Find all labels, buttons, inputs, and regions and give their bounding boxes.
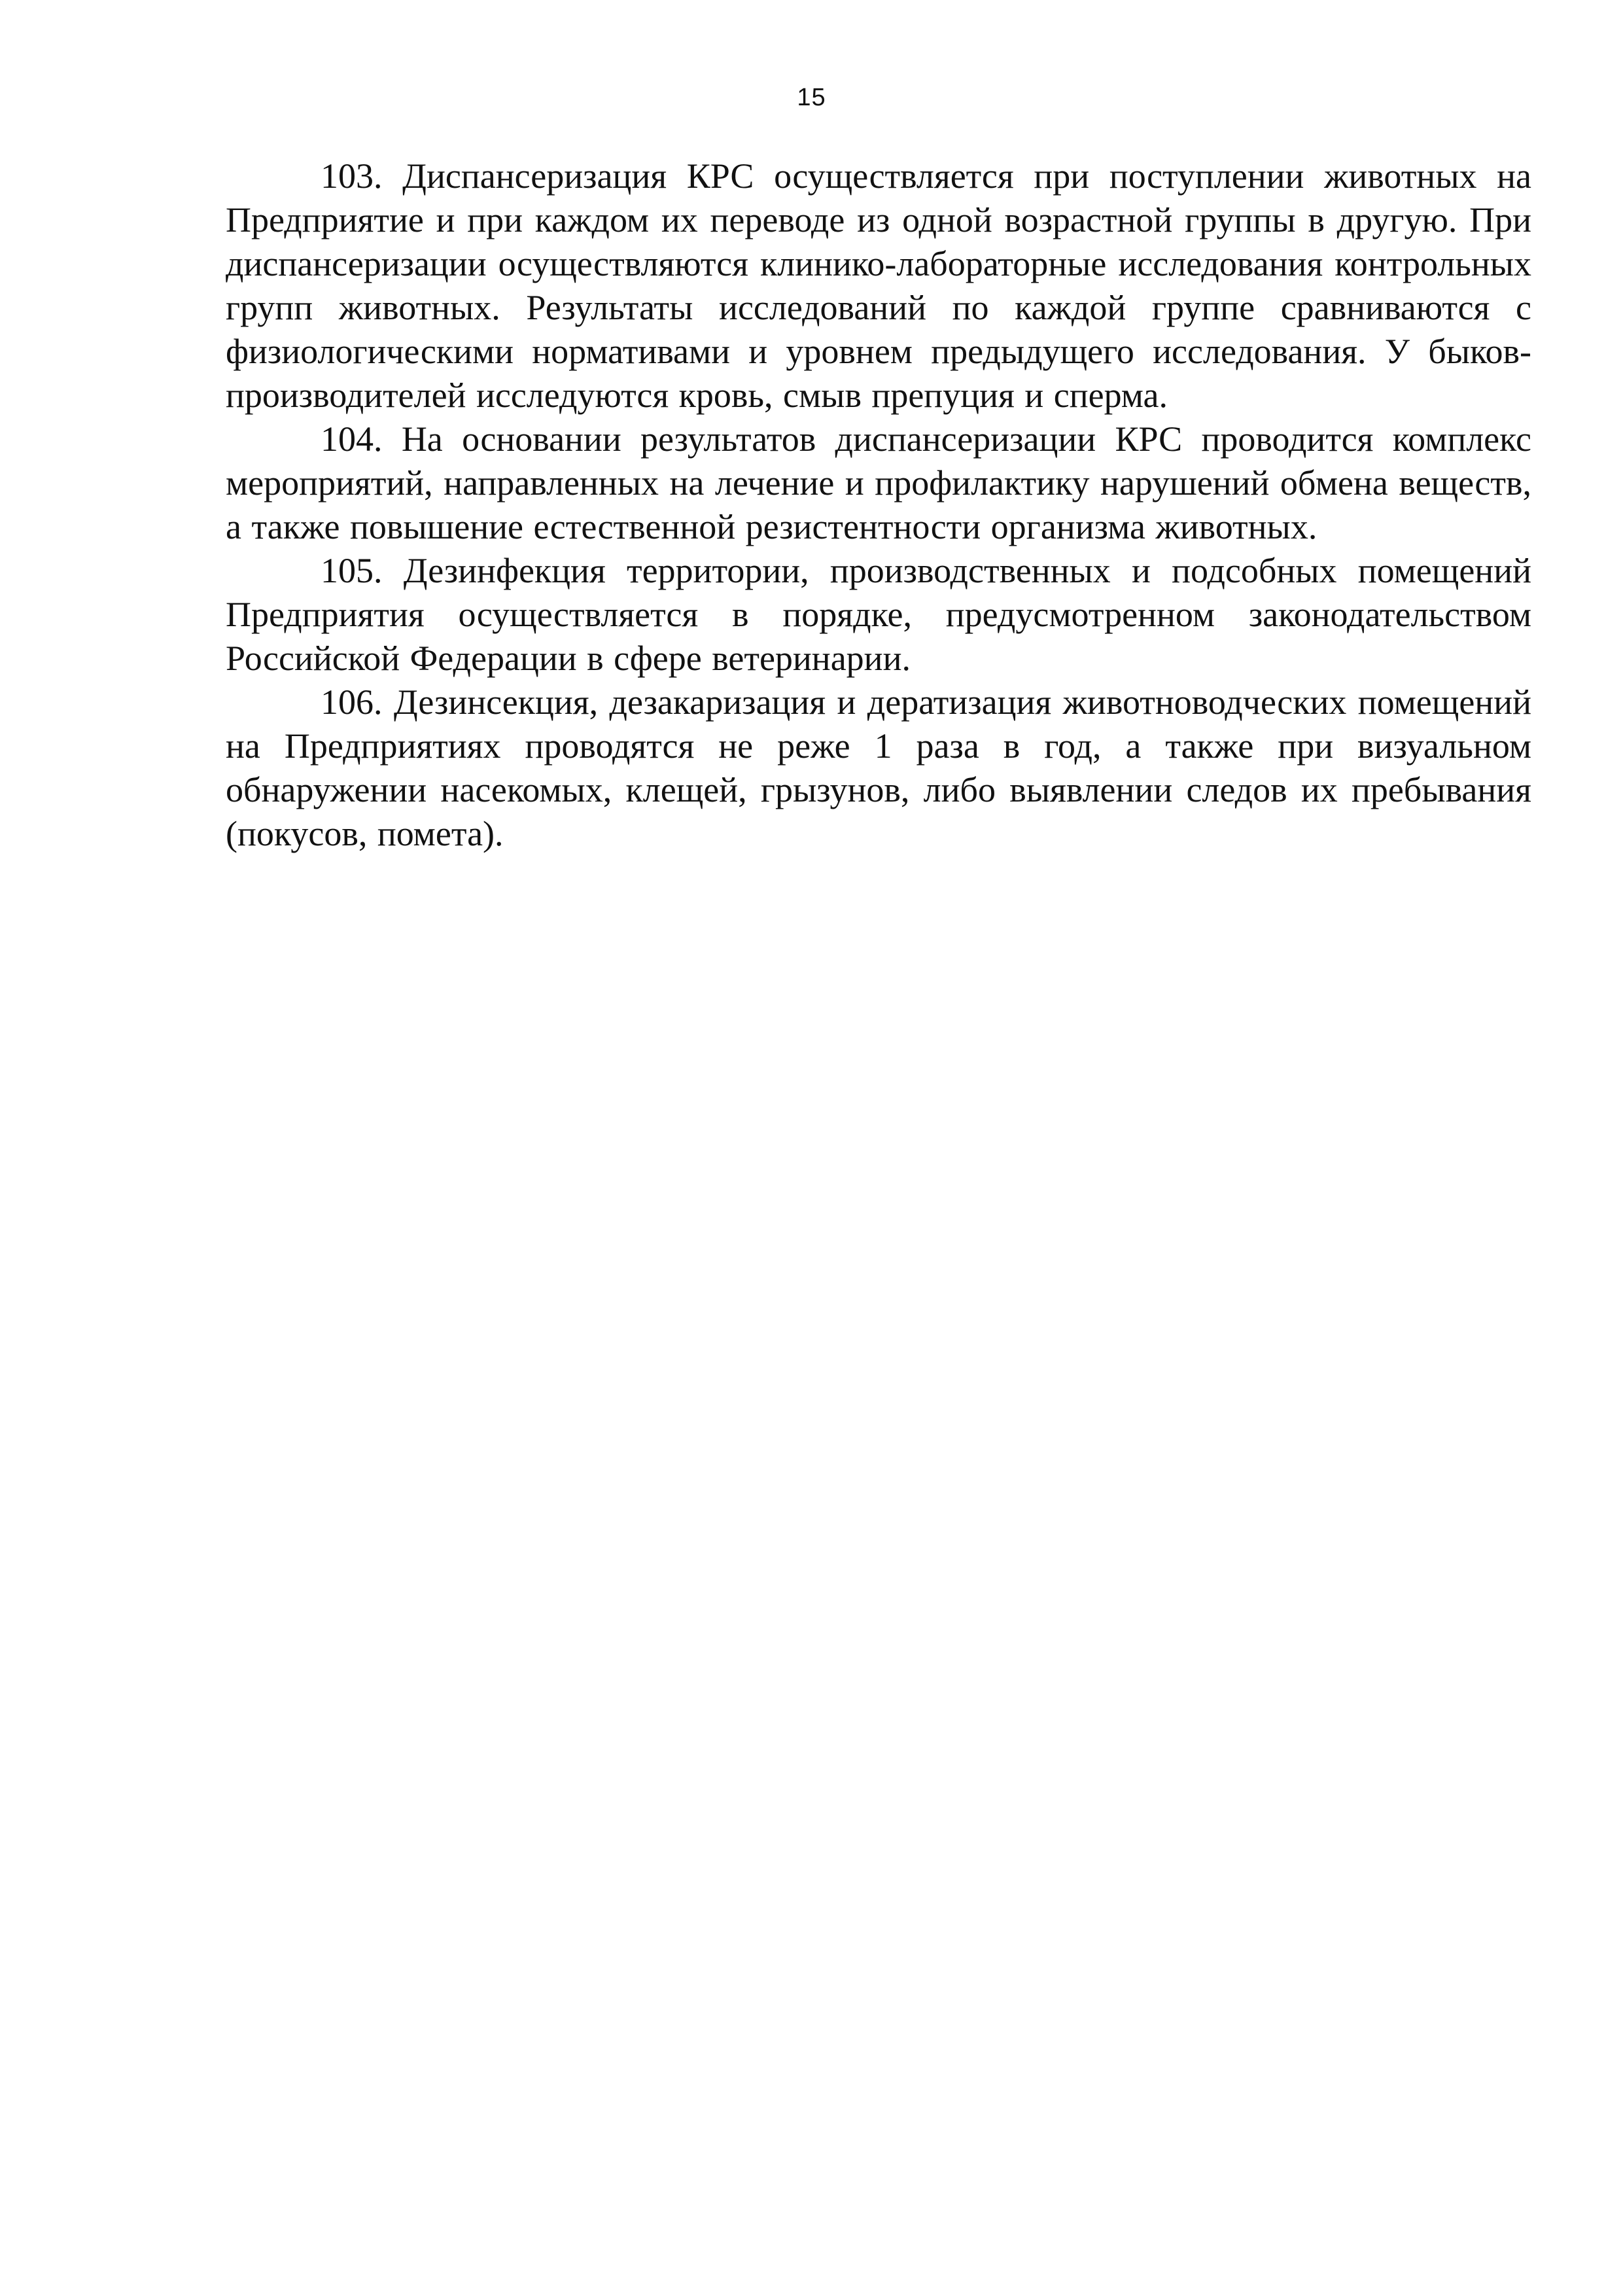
paragraph-106 [226, 680, 1531, 856]
paragraph-text: На основании результатов диспансеризации КРС проводится комплекс мероприятий, направленных на лечение и профилактику нарушений обмена веществ, а также повышение естественной резистентности организма животных. [226, 419, 1532, 546]
paragraph-number: 103. [321, 156, 383, 196]
paragraph-text: Дезинфекция территории, производственных и подсобных помещений Предприятия осуществляется в порядке, предусмотренном законодательством Российской Федерации в сфере ветеринарии. [226, 551, 1531, 678]
paragraph-text: Диспансеризация КРС осуществляется при поступлении животных на Предприятие и при каждом их переводе из одной возрастной группы в другую. При диспансеризации осуществляются клинико-лабораторные исследования контрольных групп животных. Результаты исследований по каждой группе сравниваются с физиологическими нормативами и уровнем предыдущего исследования. У быков-производителей исследуются кровь, смыв препуция и сперма. [226, 156, 1532, 415]
paragraph-103 [226, 154, 1531, 417]
paragraph-number: 105. [321, 551, 383, 590]
paragraph-text: Дезинсекция, дезакаризация и дератизация животноводческих помещений на Предприятиях проводятся не реже 1 раза в год, а также при визуальном обнаружении насекомых, клещей, грызунов, либо выявлении следов их пребывания (покусов, помета). [226, 682, 1531, 853]
page-number: 15 [797, 84, 826, 111]
paragraph-number: 106. [321, 682, 383, 722]
paragraph-105 [226, 549, 1531, 680]
document-body [226, 154, 1531, 856]
paragraph-104 [226, 417, 1531, 549]
paragraph-number: 104. [321, 419, 383, 459]
